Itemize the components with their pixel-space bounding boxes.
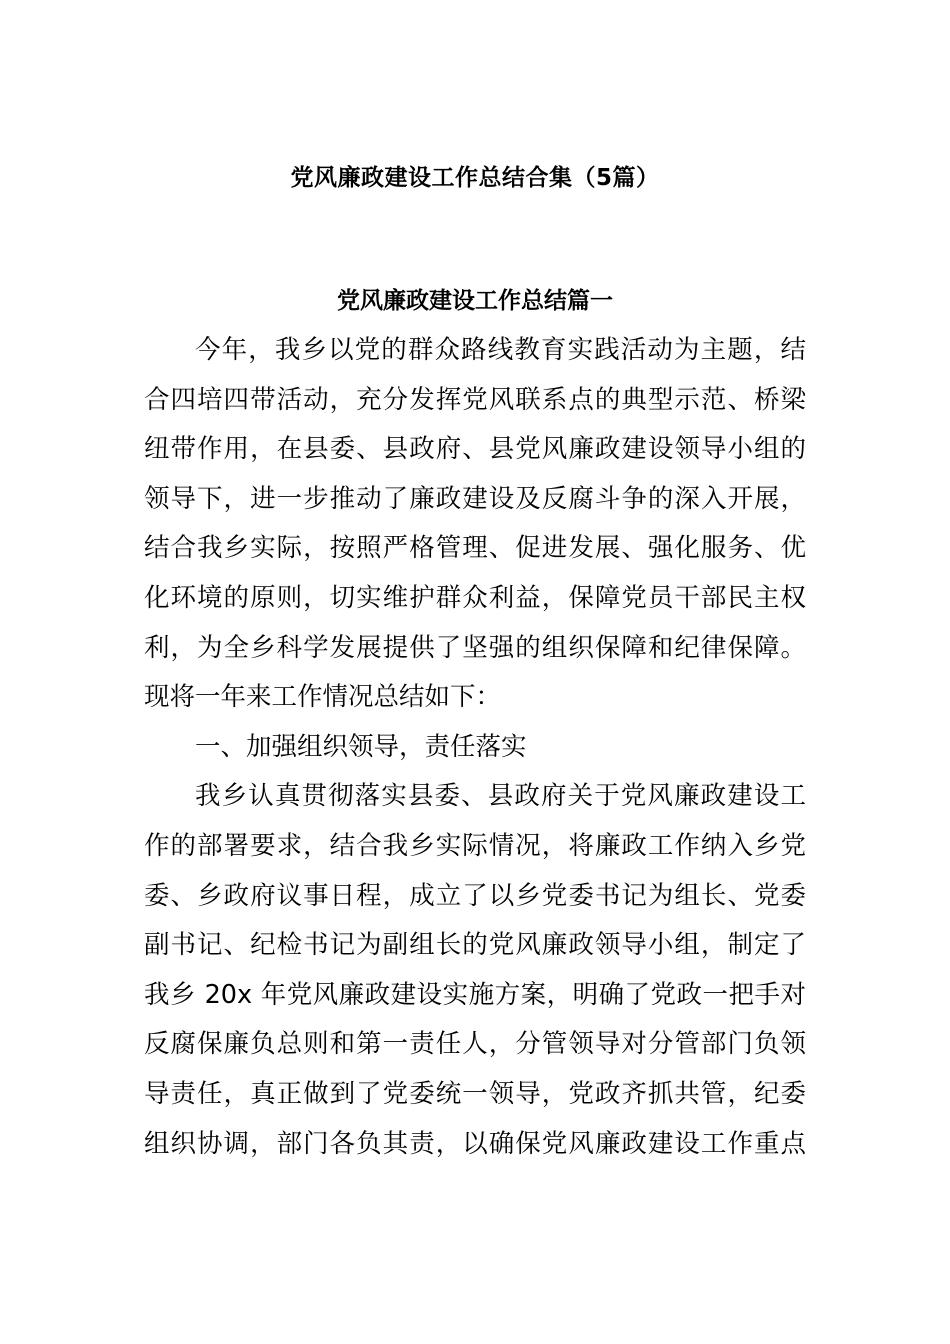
- text-line: 结合我乡实际，按照严格管理、促进发展、强化服务、优: [144, 533, 806, 564]
- text-line: 副书记、纪检书记为副组长的党风廉政领导小组，制定了: [144, 930, 806, 961]
- text-line: 委、乡政府议事日程，成立了以乡党委书记为组长、党委: [144, 880, 806, 911]
- text-line: 利，为全乡科学发展提供了坚强的组织保障和纪律保障。: [144, 632, 806, 663]
- text-line: 领导下，进一步推动了廉政建设及反腐斗争的深入开展，: [144, 483, 806, 514]
- text-line: 组织协调，部门各负其责，以确保党风廉政建设工作重点: [144, 1128, 806, 1159]
- text-line: 今年，我乡以党的群众路线教育实践活动为主题，结: [195, 335, 806, 365]
- text-line: 纽带作用，在县委、县政府、县党风廉政建设领导小组的: [144, 434, 806, 465]
- text-line: 一、加强组织领导，责任落实: [195, 731, 527, 762]
- text-line: 我乡 20x 年党风廉政建设实施方案，明确了党政一把手对: [144, 979, 806, 1010]
- body-text: [144, 326, 806, 1169]
- text-line: 导责任，真正做到了党委统一领导，党政齐抓共管，纪委: [144, 1078, 806, 1109]
- text-line: 我乡认真贯彻落实县委、县政府关于党风廉政建设工: [195, 781, 806, 812]
- section-title: 党风廉政建设工作总结篇一: [337, 288, 613, 314]
- text-line: 化环境的原则，切实维护群众利益，保障党员干部民主权: [144, 582, 806, 613]
- text-line: 反腐保廉负总则和第一责任人，分管领导对分管部门负领: [144, 1029, 806, 1060]
- text-line: 现将一年来工作情况总结如下：: [144, 682, 502, 713]
- text-line: 合四培四带活动，充分发挥党风联系点的典型示范、桥梁: [144, 384, 806, 415]
- text-line: 作的部署要求，结合我乡实际情况，将廉政工作纳入乡党: [144, 830, 806, 861]
- document-title: 党风廉政建设工作总结合集（5篇）: [290, 165, 660, 191]
